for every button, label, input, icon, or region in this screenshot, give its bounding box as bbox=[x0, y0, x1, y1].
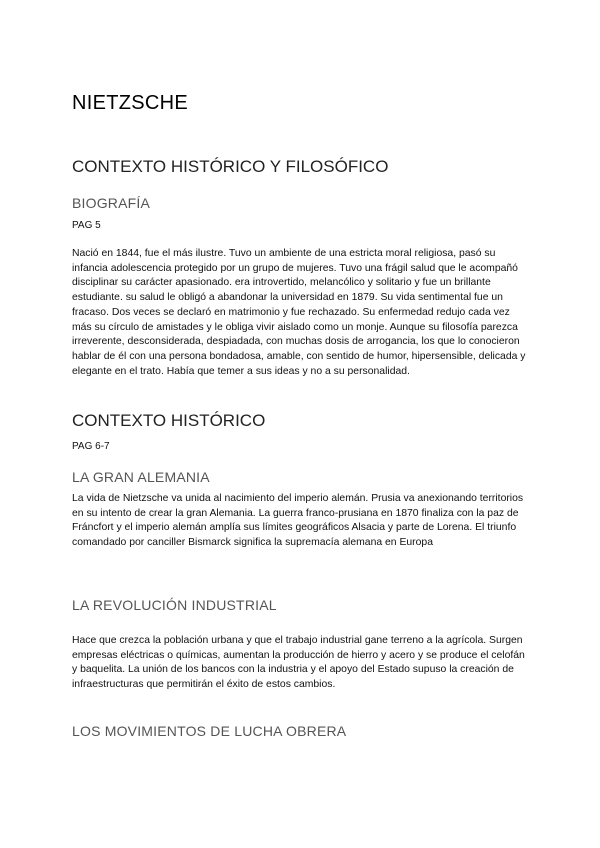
biografia-page-ref: PAG 5 bbox=[72, 220, 101, 231]
revolucion-industrial-heading: LA REVOLUCIÓN INDUSTRIAL bbox=[72, 597, 277, 613]
document-title: NIETZSCHE bbox=[72, 92, 189, 114]
section-heading-contexto-filosofico: CONTEXTO HISTÓRICO Y FILOSÓFICO bbox=[72, 157, 389, 176]
biografia-paragraph: Nació en 1844, fue el más ilustre. Tuvo un ambiente de una estricta moral religiosa, pasó su infancia adolescencia protegido por un grupo de mujeres. Tuvo una frágil salud que le acompañó disciplinar su carácter apasionado. era introvertido, melancólico y solitario y fue un brillante estudiante. su salud le obligó a abandonar la universidad en 1879. Su vida sentimental fue un fracaso. Dos veces se declaró en matrimonio y fue rechazado. Su enfermedad redujo cada vez más su círculo de amistades y le obliga vivir aislado como un monje. Aunque su filosofía parezca irreverente, desconsiderada, despiadada, con muchas dosis de arrogancia, los que lo conocieron hablar de él con una persona bondadosa, amable, con sentido de humor, hipersensible, delicada y elegante en el trato. Había que temer a sus ideas y no a su personalidad. bbox=[72, 248, 526, 377]
biografia-heading: BIOGRAFÍA bbox=[72, 195, 151, 211]
movimientos-heading: LOS MOVIMIENTOS DE LUCHA OBRERA bbox=[72, 723, 347, 739]
gran-alemania-paragraph: La vida de Nietzsche va unida al nacimiento del imperio alemán. Prusia va anexionando territorios en su intento de crear la gran Alemania. La guerra franco-prusiana en 1870 finaliza con la paz de Fráncfort y el imperio alemán amplía sus límites geográficos Alsacia y parte de Lorena. El triunfo comandado por canciller Bismarck significa la supremacía alemana en Europa bbox=[72, 493, 524, 549]
contexto-historico-page-ref: PAG 6-7 bbox=[72, 441, 110, 452]
gran-alemania-heading: LA GRAN ALEMANIA bbox=[72, 469, 210, 485]
revolucion-industrial-paragraph: Hace que crezca la población urbana y que el trabajo industrial gane terreno a la agrícola. Surgen empresas eléctricas o químicas, aumentan la producción de hierro y acero y se produce el celofán y baquelita. La unión de los bancos con la industria y el apoyo del Estado supuso la creación de infraestructuras que permitirán el éxito de estos cambios. bbox=[72, 635, 525, 691]
contexto-historico-heading: CONTEXTO HISTÓRICO bbox=[72, 411, 266, 430]
